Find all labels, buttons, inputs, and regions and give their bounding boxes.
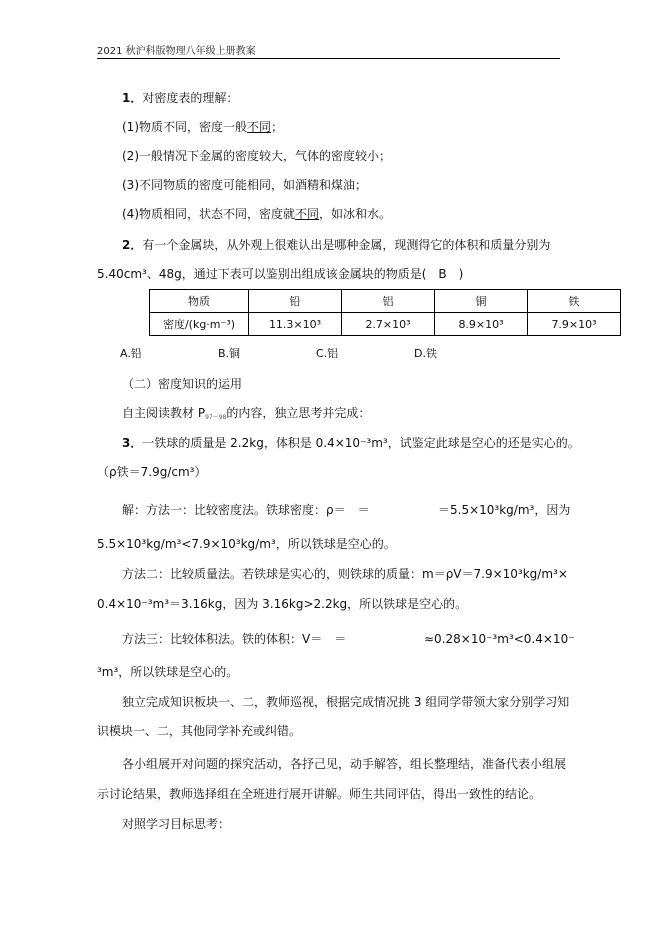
- q1-item-3: [122, 177, 367, 193]
- q2-text: 有一个金属块，从外观上很难认出是哪种金属，现测得它的体积和质量分别为: [142, 238, 551, 252]
- method1-lead: 解：方法一：比较密度法。铁球密度：ρ＝ ＝: [122, 503, 370, 517]
- q2-number: 2．: [122, 238, 143, 252]
- table-header-cell: 物质: [150, 290, 249, 313]
- option-a: A.铅: [120, 347, 142, 360]
- method3-lead: 方法三：比较体积法。铁的体积：V＝ ＝: [122, 632, 347, 646]
- section-title: （二）密度知识的运用: [122, 377, 243, 391]
- q2-line-2: 5.40cm³、48g，通过下表可以鉴别出组成该金属块的物质是( B ): [97, 267, 464, 281]
- table-cell: 7.9×10³: [528, 313, 621, 336]
- q1-item-tail: ；: [271, 120, 284, 134]
- paragraph-1-line-1: 独立完成知识板块一、二，教师巡视，根据完成情况挑 3 组同学带领大家分别学习知: [122, 695, 570, 709]
- table-row: [150, 313, 621, 336]
- q1-item-4: [122, 206, 391, 222]
- closing-line: 对照学习目标思考：: [122, 817, 231, 831]
- q1-item-underlined: 不同: [295, 207, 320, 221]
- q3-line-2: （ρ铁＝7.9g/cm³）: [97, 465, 207, 479]
- q3-line-1: [122, 435, 580, 451]
- table-header-cell: 铅: [249, 290, 342, 313]
- paragraph-1-line-2: 识模块一、二，其他同学补充或纠错。: [97, 724, 302, 738]
- paragraph-2-line-2: 示讨论结果，教师选择组在全班进行展开讲解。师生共同评估，得出一致性的结论。: [97, 787, 542, 801]
- option-c: C.铝: [316, 347, 339, 360]
- table-cell: 8.9×10³: [435, 313, 528, 336]
- table-header-cell: 铜: [435, 290, 528, 313]
- page-header: 2021 秋沪科版物理八年级上册教案: [97, 46, 256, 57]
- method2-line-2: 0.4×10⁻³m³＝3.16kg，因为 3.16kg>2.2kg，所以铁球是空心的。: [97, 597, 468, 611]
- table-cell: 2.7×10³: [342, 313, 435, 336]
- paragraph-2-line-1: 各小组展开对问题的探究活动，各抒己见，动手解答，组长整理结，准备代表小组展: [122, 757, 567, 771]
- reading-pages: 97～98: [205, 414, 227, 421]
- method2-line-1: 方法二：比较质量法。若铁球是实心的，则铁球的质量：m＝ρV＝7.9×10³kg/m³×: [122, 567, 568, 581]
- q1-item-tail: ，如冰和水。: [319, 207, 392, 221]
- q1-item-text: (1)物质不同，密度一般: [122, 120, 247, 134]
- q2-line-1: [122, 237, 550, 253]
- table-header-cell: 铝: [342, 290, 435, 313]
- reading-tail: 的内容，独立思考并完成：: [226, 406, 371, 420]
- q1-item-text: (4)物质相同，状态不同，密度就: [122, 207, 295, 221]
- q1-item-1: [122, 119, 283, 135]
- reading-instruction: [122, 405, 370, 426]
- table-cell: 11.3×10³: [249, 313, 342, 336]
- option-b: B.铜: [218, 347, 241, 360]
- q1-item-text: (2)一般情况下金属的密度较大，气体的密度较小；: [122, 149, 391, 163]
- q1-title: 对密度表的理解：: [142, 91, 239, 105]
- q3-text: 一铁球的质量是 2.2kg，体积是 0.4×10⁻³m³，试鉴定此球是空心的还是实心的。: [142, 436, 580, 450]
- q1-item-text: (3)不同物质的密度可能相同，如酒精和煤油；: [122, 178, 367, 192]
- table-row: [150, 290, 621, 313]
- q3-number: 3．: [122, 436, 143, 450]
- table-cell: 密度/(kg·m⁻³): [150, 313, 249, 336]
- q1-item-2: [122, 148, 391, 164]
- method1-conclusion: 5.5×10³kg/m³<7.9×10³kg/m³，所以铁球是空心的。: [97, 537, 396, 551]
- header-divider: [97, 58, 560, 59]
- method3-conclusion: ³m³，所以铁球是空心的。: [97, 665, 239, 679]
- reading-text: 自主阅读教材 P: [122, 406, 206, 420]
- method1-result: ＝5.5×10³kg/m³，因为: [438, 503, 571, 517]
- q1-item-underlined: 不同: [247, 120, 272, 134]
- density-table: [149, 289, 621, 336]
- q1-heading: [122, 90, 238, 106]
- table-header-cell: 铁: [528, 290, 621, 313]
- option-d: D.铁: [414, 347, 437, 360]
- method3-result: ≈0.28×10⁻³m³<0.4×10⁻: [424, 632, 575, 646]
- q1-number: 1．: [122, 91, 143, 105]
